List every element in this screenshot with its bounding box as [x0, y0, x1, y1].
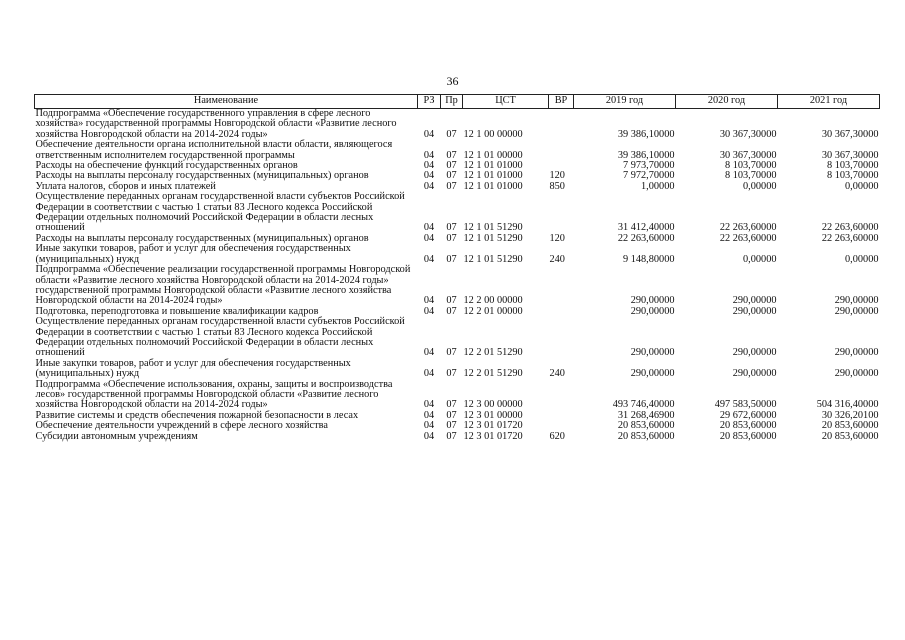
cell-vr: 120 [549, 232, 565, 244]
cell-name: Уплата налогов, сборов и иных платежей [35, 180, 216, 192]
cell-2021: 20 853,60000 [821, 420, 879, 432]
cell-vr [549, 192, 574, 234]
header-2021: 2021 год [778, 95, 880, 109]
cell-pr: 07 [446, 368, 457, 380]
cell-cst: 12 1 00 00000 [463, 128, 523, 140]
cell-vr: 240 [549, 368, 565, 380]
cell-vr: 240 [549, 253, 565, 265]
cell-2021: 22 263,60000 [821, 232, 879, 244]
cell-2021: 30 326,20100 [821, 409, 879, 421]
cell-2021: 0,00000 [845, 180, 879, 192]
cell-pr: 07 [446, 295, 457, 307]
cell-pr: 07 [446, 409, 457, 421]
cell-cst: 12 1 01 01000 [463, 160, 523, 172]
cell-2019: 20 853,60000 [617, 420, 675, 432]
cell-2021: 290,00000 [834, 368, 879, 380]
cell-2021: 0,00000 [845, 253, 879, 265]
cell-2019: 7 972,70000 [623, 170, 675, 182]
cell-pr: 07 [446, 399, 457, 411]
cell-rz: 04 [423, 253, 435, 265]
cell-rz: 04 [423, 409, 435, 421]
cell-2019: 31 268,46900 [617, 409, 675, 421]
cell-rz: 04 [423, 347, 435, 359]
cell-vr [549, 265, 574, 307]
cell-2019: 22 263,60000 [617, 232, 675, 244]
cell-rz: 04 [423, 430, 435, 442]
table-row [35, 265, 880, 307]
cell-pr: 07 [446, 420, 457, 432]
table-header-row [35, 95, 880, 109]
cell-2020: 22 263,60000 [719, 232, 777, 244]
table-row [35, 380, 880, 411]
cell-rz: 04 [423, 399, 435, 411]
cell-2021: 290,00000 [834, 347, 879, 359]
cell-pr: 07 [446, 180, 457, 192]
cell-cst: 12 2 00 00000 [463, 295, 523, 307]
cell-cst: 12 1 01 01000 [463, 170, 523, 182]
cell-name: Иные закупки товаров, работ и услуг для обеспечения государственных (муниципальных) нужд [35, 357, 351, 380]
cell-vr: 850 [549, 180, 565, 192]
table-row [35, 244, 880, 265]
cell-cst: 12 3 01 01720 [463, 430, 523, 442]
cell-rz: 04 [423, 305, 435, 317]
cell-name: Подпрограмма «Обеспечение государственного управления в сфере лесного хозяйства» государственной программы Новгородской области «Развитие лесного хозяйства Новгородской области на 2014-2024 годы» [35, 108, 397, 140]
cell-rz: 04 [423, 420, 435, 432]
cell-2021: 8 103,70000 [827, 170, 879, 182]
cell-2021: 290,00000 [834, 305, 879, 317]
cell-2021: 22 263,60000 [821, 222, 879, 234]
cell-pr: 07 [446, 160, 457, 172]
cell-2020: 290,00000 [732, 295, 777, 307]
cell-vr: 620 [549, 430, 565, 442]
table-row [35, 192, 880, 234]
cell-cst: 12 2 01 51290 [463, 368, 523, 380]
cell-2020: 22 263,60000 [719, 222, 777, 234]
cell-cst: 12 1 01 51290 [463, 253, 523, 265]
cell-2019: 39 386,10000 [617, 149, 675, 161]
cell-2021: 504 316,40000 [816, 399, 879, 411]
cell-2020: 290,00000 [732, 368, 777, 380]
cell-cst: 12 3 01 00000 [463, 409, 523, 421]
cell-rz: 04 [423, 149, 435, 161]
cell-name: Развитие системы и средств обеспечения пожарной безопасности в лесах [35, 409, 359, 421]
cell-rz: 04 [423, 295, 435, 307]
cell-name: Иные закупки товаров, работ и услуг для обеспечения государственных (муниципальных) нужд [35, 243, 351, 265]
table-body [35, 109, 880, 443]
cell-2019: 290,00000 [630, 347, 675, 359]
cell-cst: 12 2 01 51290 [463, 347, 523, 359]
cell-rz: 04 [423, 232, 435, 244]
budget-table [34, 94, 880, 442]
header-name: Наименование [35, 95, 418, 109]
cell-2019: 31 412,40000 [617, 222, 675, 234]
cell-2020: 20 853,60000 [719, 430, 777, 442]
cell-name: Субсидии автономным учреждениям [35, 430, 198, 442]
cell-name: Осуществление переданных органам государственной власти субъектов Российской Федерации в соответствии с частью 1 статьи 83 Лесного кодекса Российской Федерации отдельных полномочий Российской Федерации в области лесных отношений [35, 316, 405, 359]
cell-2020: 8 103,70000 [725, 160, 777, 172]
cell-vr [549, 411, 574, 421]
cell-name: Подпрограмма «Обеспечение использования, охраны, защиты и воспроизводства лесов» государственной программы Новгородской области «Развитие лесного хозяйства Новгородской области на 2014-2024 годы» [35, 378, 393, 411]
cell-pr: 07 [446, 222, 457, 234]
cell-name: Расходы на выплаты персоналу государственных (муниципальных) органов [35, 170, 369, 182]
cell-2020: 20 853,60000 [719, 420, 777, 432]
cell-cst: 12 3 00 00000 [463, 399, 523, 411]
cell-name: Обеспечение деятельности учреждений в сфере лесного хозяйства [35, 420, 328, 432]
cell-cst: 12 1 01 00000 [463, 149, 523, 161]
cell-2021: 8 103,70000 [827, 160, 879, 172]
cell-2019: 39 386,10000 [617, 128, 675, 140]
cell-cst: 12 2 01 00000 [463, 305, 523, 317]
cell-vr [549, 109, 574, 141]
cell-2019: 290,00000 [630, 305, 675, 317]
cell-2019: 9 148,80000 [623, 253, 675, 265]
cell-rz: 04 [423, 170, 435, 182]
cell-vr [549, 140, 574, 161]
cell-name: Подпрограмма «Обеспечение реализации государственной программы Новгородской области «Развитие лесного хозяйства Новгородской области на 2014-2024 годы» государственной программы Новгородской области «Развитие лесного хозяйства Новгородской области на 2014-2024 годы» [35, 264, 411, 307]
cell-name: Расходы на обеспечение функций государственных органов [35, 160, 298, 172]
cell-2020: 290,00000 [732, 347, 777, 359]
cell-rz: 04 [423, 180, 435, 192]
cell-cst: 12 3 01 01720 [463, 420, 523, 432]
cell-2019: 20 853,60000 [617, 430, 675, 442]
cell-pr: 07 [446, 347, 457, 359]
header-2020: 2020 год [676, 95, 778, 109]
cell-pr: 07 [446, 232, 457, 244]
header-vr: ВР [549, 95, 574, 109]
cell-rz: 04 [423, 222, 435, 234]
cell-2019: 493 746,40000 [612, 399, 675, 411]
cell-2021: 30 367,30000 [821, 149, 879, 161]
cell-vr [549, 380, 574, 411]
table-row [35, 432, 880, 442]
table-row [35, 359, 880, 380]
cell-2021: 20 853,60000 [821, 430, 879, 442]
cell-2020: 0,00000 [743, 180, 777, 192]
cell-vr [549, 307, 574, 317]
cell-pr: 07 [446, 430, 457, 442]
cell-rz: 04 [423, 160, 435, 172]
cell-2019: 290,00000 [630, 295, 675, 307]
cell-2020: 290,00000 [732, 305, 777, 317]
cell-2020: 0,00000 [743, 253, 777, 265]
cell-vr [549, 317, 574, 359]
cell-pr: 07 [446, 170, 457, 182]
cell-cst: 12 1 01 01000 [463, 180, 523, 192]
cell-rz: 04 [423, 368, 435, 380]
cell-rz: 04 [423, 128, 435, 140]
table-row [35, 140, 880, 161]
cell-2019: 1,00000 [641, 180, 675, 192]
cell-cst: 12 1 01 51290 [463, 222, 523, 234]
cell-pr: 07 [446, 253, 457, 265]
cell-2020: 30 367,30000 [719, 128, 777, 140]
cell-name: Осуществление переданных органам государственной власти субъектов Российской Федерации в соответствии с частью 1 статьи 83 Лесного кодекса Российской Федерации отдельных полномочий Российской Федерации в области лесных отношений [35, 191, 405, 234]
table-row [35, 317, 880, 359]
cell-2021: 30 367,30000 [821, 128, 879, 140]
header-rz: РЗ [418, 95, 441, 109]
cell-vr: 120 [549, 170, 565, 182]
cell-name: Обеспечение деятельности органа исполнительной власти области, являющегося ответственным исполнителем государственной программы [35, 139, 393, 161]
cell-2019: 290,00000 [630, 368, 675, 380]
cell-2020: 30 367,30000 [719, 149, 777, 161]
cell-2020: 8 103,70000 [725, 170, 777, 182]
table-row [35, 109, 880, 141]
cell-name: Подготовка, переподготовка и повышение квалификации кадров [35, 305, 319, 317]
cell-pr: 07 [446, 128, 457, 140]
cell-2020: 497 583,50000 [714, 399, 777, 411]
cell-2020: 29 672,60000 [719, 409, 777, 421]
cell-2021: 290,00000 [834, 295, 879, 307]
cell-pr: 07 [446, 149, 457, 161]
page-number: 36 [446, 74, 459, 88]
cell-name: Расходы на выплаты персоналу государственных (муниципальных) органов [35, 232, 369, 244]
cell-cst: 12 1 01 51290 [463, 232, 523, 244]
cell-2019: 7 973,70000 [623, 160, 675, 172]
header-2019: 2019 год [574, 95, 676, 109]
header-pr: Пр [441, 95, 463, 109]
header-cst: ЦСТ [463, 95, 549, 109]
cell-pr: 07 [446, 305, 457, 317]
